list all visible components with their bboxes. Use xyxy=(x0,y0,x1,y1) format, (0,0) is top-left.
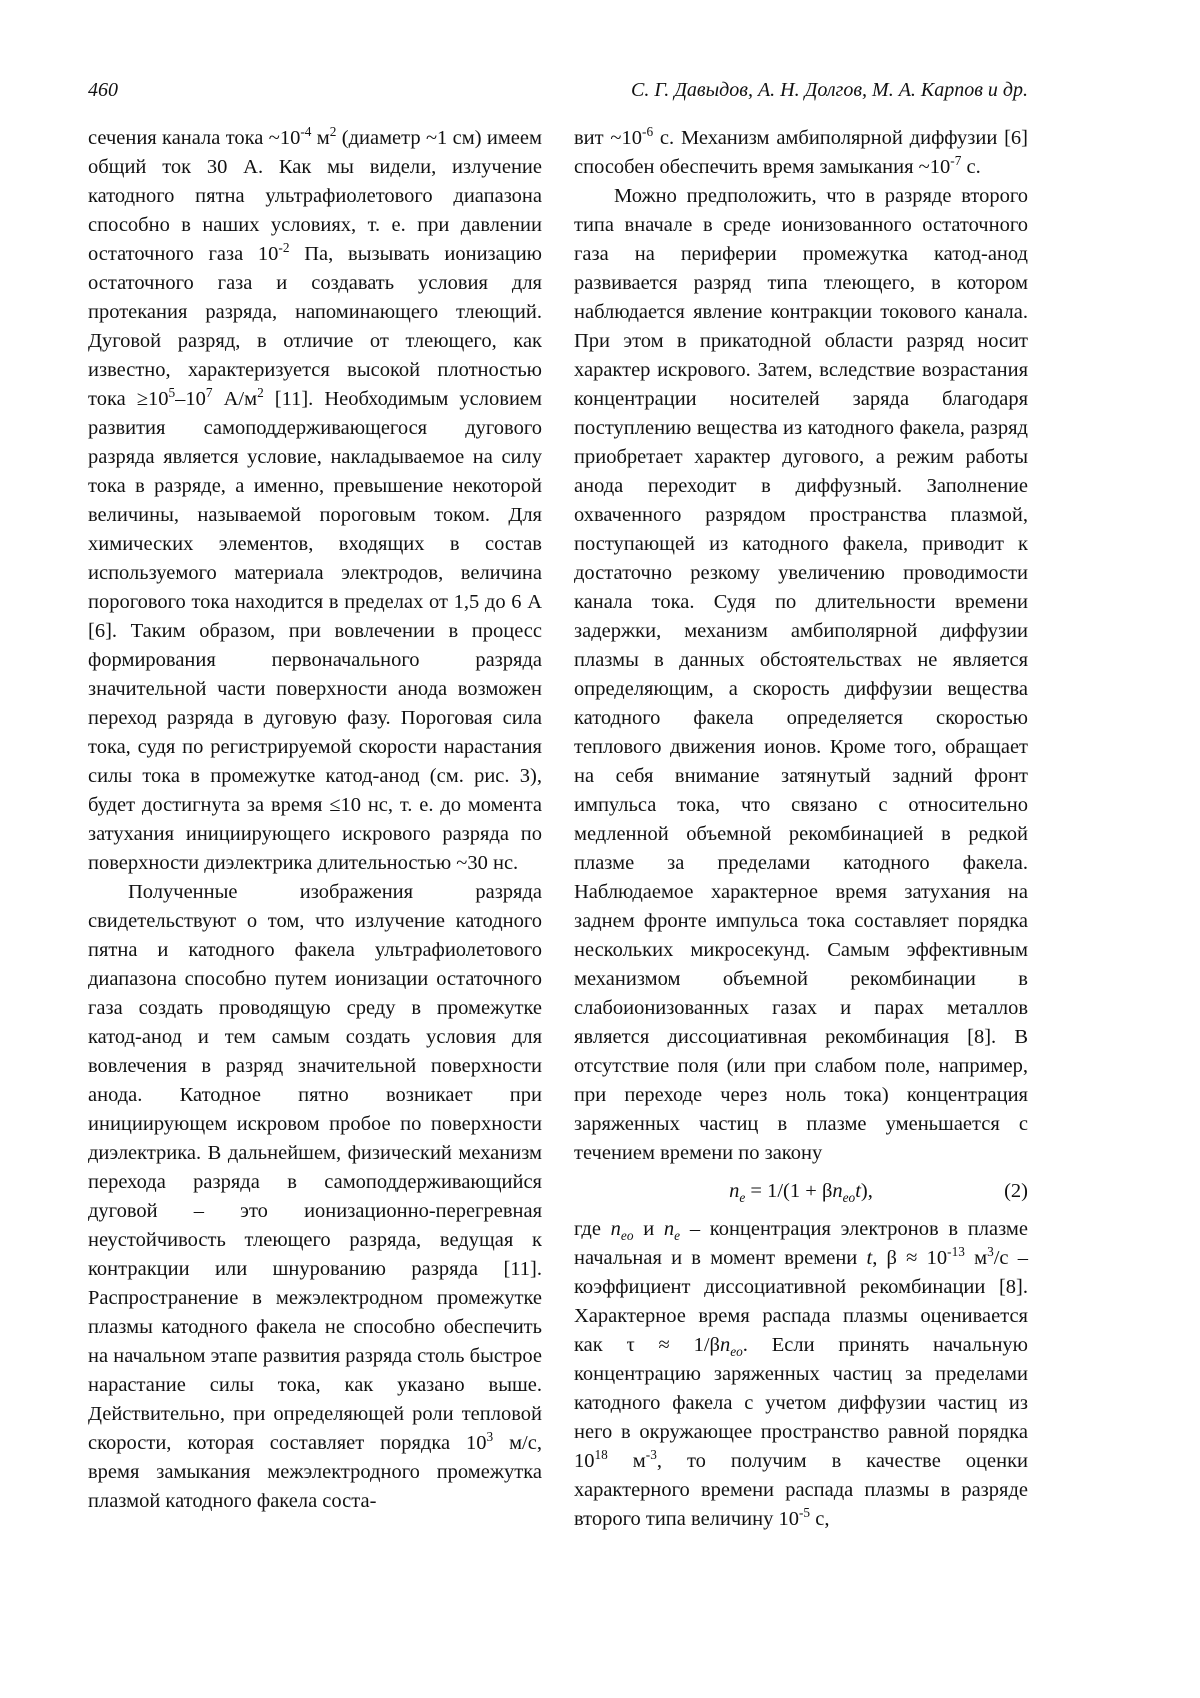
left-column xyxy=(88,124,542,1534)
equation-formula: $n_e = 1/(1 + \beta n_{eo}t)$, xyxy=(729,1180,873,1206)
page-number: 460 xyxy=(88,79,118,101)
equation-number: (2) xyxy=(1004,1180,1028,1202)
body-paragraph: Можно предположить, что в разряде второго типа вначале в среде ионизованного остаточного газа на периферии промежутка катод-анод развивается разряд типа тлеющего, в котором наблюдается явление контракции токового канала. При этом в прикатодной области разряд носит характер искрового. Затем, вследствие возрастания концентрации носителей заряда благодаря поступлению вещества из катодного факела, разряд приобретает характер дугового, а режим работы анода переходит в диффузный. Заполнение охваченного разрядом пространства плазмой, поступающей из катодного факела, приводит к достаточно резкому увеличению проводимости канала тока. Судя по длительности времени задержки, механизм амбиполярной диффузии плазмы в данных обстоятельствах не является определяющим, а скорость диффузии вещества катодного факела определяется скоростью теплового движения ионов. Кроме того, обращает на себя внимание затянутый задний фронт импульса тока, что связано с относительно медленной объемной рекомбинацией в редкой плазме за пределами катодного факела. Наблюдаемое характерное время затухания на заднем фронте импульса тока составляет порядка нескольких микросекунд. Самым эффективным механизмом объемной рекомбинации в слабоионизованных газах и парах металлов является диссоциативная рекомбинация [8]. В отсутствие поля (или при слабом поле, например, при переходе через ноль тока) концентрация заряженных частиц в плазме уменьшается с течением времени по закону xyxy=(574,185,1028,1164)
running-head-authors: С. Г. Давыдов, А. Н. Долгов, М. А. Карпов и др. xyxy=(630,79,1028,101)
body-paragraph: Полученные изображения разряда свидетельствуют о том, что излучение катодного пятна и катодного факела ультрафиолетового диапазона способно путем ионизации остаточного газа создать проводящую среду в промежутке катод-анод и тем самым создать условия для вовлечения в разряд значительной поверхности анода. Катодное пятно возникает при инициирующем искровом пробое по поверхности диэлектрика. В дальнейшем, физический механизм перехода разряда в самоподдерживающийся дуговой – это ионизационно-перегревная неустойчивость тлеющего разряда, ведущая к контракции или шнурованию разряда [11]. Распространение в межэлектродном промежутке плазмы катодного факела не способно обеспечить на начальном этапе развития разряда столь быстрое нарастание силы тока, как указано выше. Действительно, при определяющей роли тепловой скорости, которая составляет порядка $10^3$ м/с, время замыкания межэлектродного промежутка плазмой катодного факела соста- xyxy=(88,881,542,1512)
body-paragraph: вит $\sim 10^{-6}$ с. Механизм амбиполярной диффузии [6] способен обеспечить время замыкания $\sim 10^{-7}$ с. xyxy=(574,124,1028,178)
body-paragraph: сечения канала тока $\sim 10^{-4}$ $м^2$ (диаметр ~1 см) имеем общий ток 30 А. Как мы видели, излучение катодного пятна ультрафиолетового диапазона способно в наших условиях, т. е. при давлении остаточного газа $10^{-2}$ Па, вызывать ионизацию остаточного газа и создавать условия для протекания разряда, напоминающего тлеющий. Дуговой разряд, в отличие от тлеющего, как известно, характеризуется высокой плотностью тока $\ge 10^5-10^7$ $А/м^2$ [11]. Необходимым условием развития самоподдерживающегося дугового разряда является условие, накладываемое на силу тока в разряде, а именно, превышение некоторой величины, называемой пороговым током. Для химических элементов, входящих в состав используемого материала электродов, величина порогового тока находится в пределах от 1,5 до 6 А [6]. Таким образом, при вовлечении в процесс формирования первоначального разряда значительной части поверхности анода возможен переход разряда в дуговую фазу. Пороговая сила тока, судя по регистрируемой скорости нарастания силы тока в промежутке катод-анод (см. рис. 3), будет достигнута за время ≤10 нс, т. е. до момента затухания инициирующего искрового разряда по поверхности диэлектрика длительностью ~30 нс. xyxy=(88,124,542,874)
equation-2 xyxy=(574,1177,1028,1206)
right-column xyxy=(574,124,1028,1534)
body-paragraph: где $n_{eo}$ и $n_e$ – концентрация электронов в плазме начальная и в момент времени t, $\beta \approx 10^{-13}$ $м^3/с$ – коэффициент диссоциативной рекомбинации [8]. Характерное время распада плазмы оценивается как $\tau \approx 1/\beta n_{eo}$. Если принять начальную концентрацию заряженных частиц за пределами катодного факела с учетом диффузии частиц из него в окружающее пространство равной порядка $10^{18}$ $м^{-3}$, то получим в качестве оценки характерного времени распада плазмы в разряде второго типа величину $10^{-5}$ с, xyxy=(574,1218,1028,1530)
two-column-body xyxy=(88,124,1028,1534)
running-header xyxy=(88,78,1028,102)
